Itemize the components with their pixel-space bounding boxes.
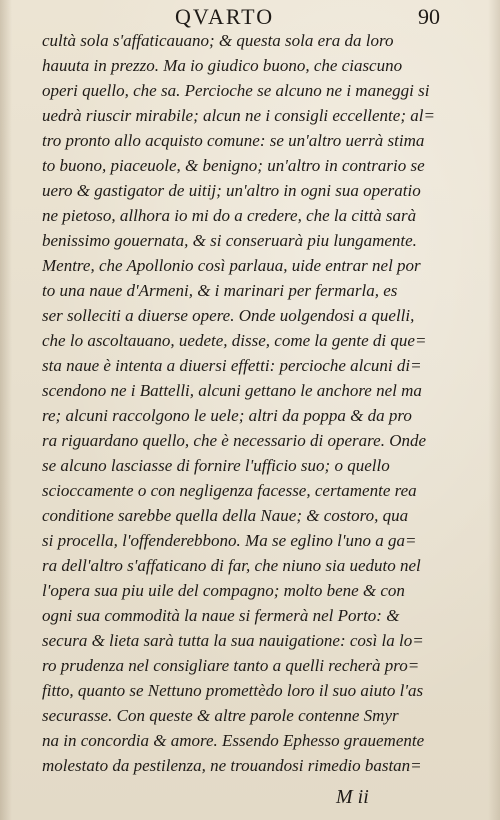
text-line: benissimo gouernata, & si conseruarà piu lungamente. [42, 231, 417, 250]
text-line: molestato da pestilenza, ne trouandosi rimedio bastan= [42, 756, 422, 775]
text-line: fitto, quanto se Nettuno promettèdo loro il suo aiuto l'as [42, 681, 424, 700]
text-line: ra dell'altro s'affaticano di far, che niuno sia ueduto nel [42, 556, 421, 575]
text-line: uero & gastigator de uitij; un'altro in ogni sua operatio [42, 181, 421, 200]
text-line: ogni sua commodità la naue si fermerà nel Porto: & [42, 606, 400, 625]
text-line: l'opera sua piu uile del compagno; molto bene & con [42, 581, 405, 600]
text-line: operi quello, che sa. Percioche se alcuno ne i maneggi si [42, 81, 430, 100]
text-line: si procella, l'offenderebbono. Ma se eglino l'uno a ga= [42, 531, 417, 550]
text-line: cultà sola s'affaticauano; & questa sola era da loro [42, 31, 394, 50]
page-right-shadow [488, 0, 500, 820]
text-line: ra riguardano quello, che è necessario di operare. Onde [42, 431, 427, 450]
text-line: re; alcuni raccolgono le uele; altri da poppa & da pro [42, 406, 412, 425]
running-title: QVARTO [175, 4, 275, 29]
text-line: na in concordia & amore. Essendo Ephesso grauemente [42, 731, 425, 750]
text-line: secura & lieta sarà tutta la sua nauigatione: così la lo= [42, 631, 424, 650]
text-line: scendono ne i Battelli, alcuni gettano le anchore nel ma [42, 381, 422, 400]
text-line: to una naue d'Armeni, & i marinari per fermarla, es [42, 281, 398, 300]
text-line: scioccamente o con negligenza facesse, certamente rea [42, 481, 417, 500]
text-line: tro pronto allo acquisto comune: se un'altro uerrà stima [42, 131, 425, 150]
text-line: to buono, piaceuole, & benigno; un'altro in contrario se [42, 156, 425, 175]
text-line: sta naue è intenta a diuersi effetti: percioche alcuni di= [42, 356, 422, 375]
signature-mark: M ii [336, 786, 369, 808]
page-left-shadow [0, 0, 12, 820]
page-number: 90 [418, 4, 440, 29]
text-line: Mentre, che Apollonio così parlaua, uide entrar nel por [42, 256, 421, 275]
text-line: uedrà riuscir mirabile; alcun ne i consigli eccellente; al= [42, 106, 435, 125]
text-line: hauuta in prezzo. Ma io giudico buono, che ciascuno [42, 56, 403, 75]
text-line: se alcuno lasciasse di fornire l'ufficio suo; o quello [42, 456, 390, 475]
text-line: conditione sarebbe quella della Naue; & costoro, qua [42, 506, 409, 525]
running-head [0, 4, 500, 30]
text-line: securasse. Con queste & altre parole contenne Smyr [42, 706, 399, 725]
text-line: ro prudenza nel consigliare tanto a quelli recherà pro= [42, 656, 420, 675]
text-line: ne pietoso, allhora io mi do a credere, che la città sarà [42, 206, 417, 225]
text-line: ser solleciti a diuerse opere. Onde uolgendosi a quelli, [42, 306, 415, 325]
body-text [42, 28, 437, 775]
text-line: che lo ascoltauano, uedete, disse, come la gente di que= [42, 331, 427, 350]
